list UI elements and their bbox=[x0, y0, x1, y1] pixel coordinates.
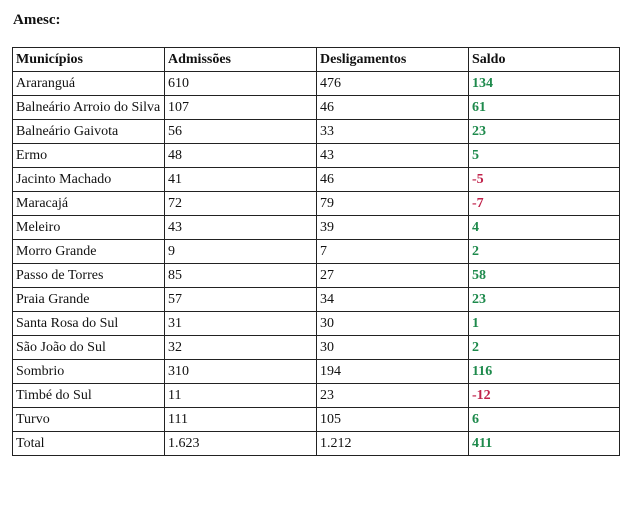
table-header-row bbox=[13, 48, 620, 72]
cell-admissoes: 72 bbox=[165, 192, 317, 216]
cell-saldo: 1 bbox=[469, 312, 620, 336]
cell-desligamentos: 46 bbox=[317, 96, 469, 120]
cell-desligamentos: 7 bbox=[317, 240, 469, 264]
cell-saldo: 58 bbox=[469, 264, 620, 288]
table-row bbox=[13, 120, 620, 144]
table-row bbox=[13, 192, 620, 216]
employment-table bbox=[12, 47, 620, 456]
cell-municipio: Passo de Torres bbox=[13, 264, 165, 288]
cell-municipio: Santa Rosa do Sul bbox=[13, 312, 165, 336]
cell-admissoes: 31 bbox=[165, 312, 317, 336]
cell-saldo: 411 bbox=[469, 432, 620, 456]
cell-municipio: Maracajá bbox=[13, 192, 165, 216]
cell-municipio: Morro Grande bbox=[13, 240, 165, 264]
header-saldo: Saldo bbox=[469, 48, 620, 72]
cell-desligamentos: 30 bbox=[317, 312, 469, 336]
cell-desligamentos: 34 bbox=[317, 288, 469, 312]
cell-desligamentos: 33 bbox=[317, 120, 469, 144]
cell-municipio: Jacinto Machado bbox=[13, 168, 165, 192]
table-row bbox=[13, 168, 620, 192]
table-row bbox=[13, 240, 620, 264]
cell-admissoes: 56 bbox=[165, 120, 317, 144]
table-row bbox=[13, 360, 620, 384]
cell-municipio: Ermo bbox=[13, 144, 165, 168]
cell-admissoes: 310 bbox=[165, 360, 317, 384]
cell-saldo: 134 bbox=[469, 72, 620, 96]
cell-municipio: Timbé do Sul bbox=[13, 384, 165, 408]
cell-desligamentos: 476 bbox=[317, 72, 469, 96]
cell-municipio: Praia Grande bbox=[13, 288, 165, 312]
cell-admissoes: 610 bbox=[165, 72, 317, 96]
table-row bbox=[13, 144, 620, 168]
table-row bbox=[13, 96, 620, 120]
cell-admissoes: 48 bbox=[165, 144, 317, 168]
cell-desligamentos: 43 bbox=[317, 144, 469, 168]
total-row bbox=[13, 432, 620, 456]
cell-municipio: Balneário Arroio do Silva bbox=[13, 96, 165, 120]
cell-saldo: 2 bbox=[469, 240, 620, 264]
cell-desligamentos: 23 bbox=[317, 384, 469, 408]
table-row bbox=[13, 312, 620, 336]
cell-desligamentos: 46 bbox=[317, 168, 469, 192]
table-row bbox=[13, 264, 620, 288]
cell-municipio: Balneário Gaivota bbox=[13, 120, 165, 144]
cell-desligamentos: 105 bbox=[317, 408, 469, 432]
table-row bbox=[13, 336, 620, 360]
cell-desligamentos: 194 bbox=[317, 360, 469, 384]
table-row bbox=[13, 288, 620, 312]
cell-saldo: -12 bbox=[469, 384, 620, 408]
cell-admissoes: 57 bbox=[165, 288, 317, 312]
cell-admissoes: 107 bbox=[165, 96, 317, 120]
cell-admissoes: 43 bbox=[165, 216, 317, 240]
cell-saldo: 4 bbox=[469, 216, 620, 240]
cell-desligamentos: 27 bbox=[317, 264, 469, 288]
cell-admissoes: 9 bbox=[165, 240, 317, 264]
cell-municipio: Meleiro bbox=[13, 216, 165, 240]
table-row bbox=[13, 72, 620, 96]
cell-saldo: 116 bbox=[469, 360, 620, 384]
cell-municipio: Turvo bbox=[13, 408, 165, 432]
cell-desligamentos: 39 bbox=[317, 216, 469, 240]
cell-admissoes: 85 bbox=[165, 264, 317, 288]
cell-municipio: Total bbox=[13, 432, 165, 456]
cell-municipio: São João do Sul bbox=[13, 336, 165, 360]
cell-saldo: 23 bbox=[469, 288, 620, 312]
header-municipios: Municípios bbox=[13, 48, 165, 72]
cell-saldo: 61 bbox=[469, 96, 620, 120]
cell-desligamentos: 1.212 bbox=[317, 432, 469, 456]
cell-admissoes: 1.623 bbox=[165, 432, 317, 456]
cell-municipio: Sombrio bbox=[13, 360, 165, 384]
cell-desligamentos: 79 bbox=[317, 192, 469, 216]
header-admissoes: Admissões bbox=[165, 48, 317, 72]
cell-municipio: Araranguá bbox=[13, 72, 165, 96]
cell-desligamentos: 30 bbox=[317, 336, 469, 360]
cell-saldo: -5 bbox=[469, 168, 620, 192]
cell-saldo: 2 bbox=[469, 336, 620, 360]
region-heading: Amesc: bbox=[13, 12, 61, 28]
cell-admissoes: 11 bbox=[165, 384, 317, 408]
cell-saldo: 6 bbox=[469, 408, 620, 432]
cell-saldo: 23 bbox=[469, 120, 620, 144]
table-row bbox=[13, 384, 620, 408]
cell-saldo: -7 bbox=[469, 192, 620, 216]
table-row bbox=[13, 216, 620, 240]
cell-admissoes: 41 bbox=[165, 168, 317, 192]
header-desligamentos: Desligamentos bbox=[317, 48, 469, 72]
cell-saldo: 5 bbox=[469, 144, 620, 168]
cell-admissoes: 111 bbox=[165, 408, 317, 432]
table-row bbox=[13, 408, 620, 432]
cell-admissoes: 32 bbox=[165, 336, 317, 360]
